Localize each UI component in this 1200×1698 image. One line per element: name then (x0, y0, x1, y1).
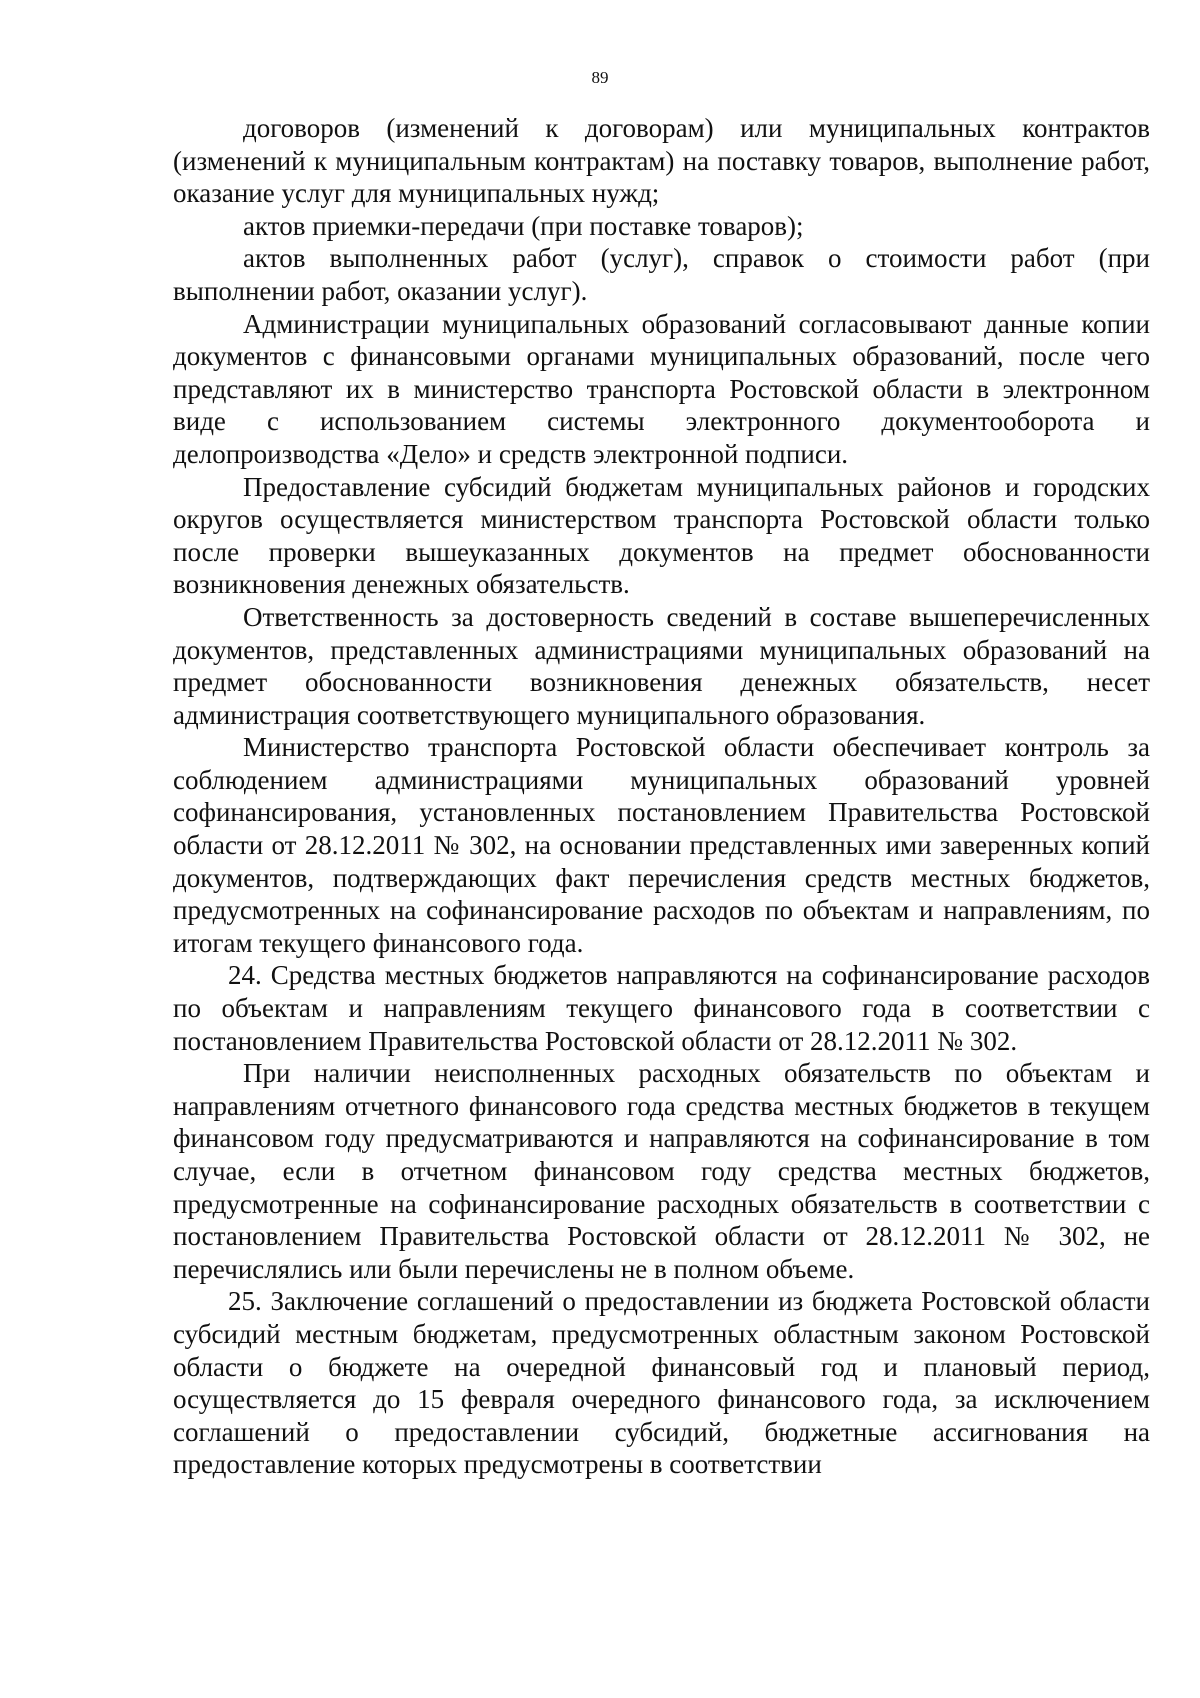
paragraph: При наличии неисполненных расходных обязательств по объектам и направлениям отчетного финансового года средства местных бюджетов в текущем финансовом году предусматриваются и направляются на софинансирование в том случае, если в отчетном финансовом году средства местных бюджетов, предусмотренные на софинансирование расходных обязательств в соответствии с постановлением Правительства Ростовской области от 28.12.2011 № 302, не перечислялись или были перечислены не в полном объеме. (173, 1058, 1150, 1284)
paragraph: актов приемки-передачи (при поставке товаров); (243, 210, 804, 241)
paragraph: договоров (изменений к договорам) или муниципальных контрактов (изменений к муниципальным контрактам) на поставку товаров, выполнение работ, оказание услуг для муниципальных нужд; (173, 113, 1150, 209)
paragraph: Предоставление субсидий бюджетам муниципальных районов и городских округов осуществляется министерством транспорта Ростовской области только после проверки вышеуказанных документов на предмет обоснованности возникновения денежных обязательств. (173, 471, 1150, 600)
numbered-paragraph-25: 25. Заключение соглашений о предоставлении из бюджета Ростовской области субсидий местным бюджетам, предусмотренных областным законом Ростовской области о бюджете на очередной финансовый год и плановый период, осуществляется до 15 февраля очередного финансового года, за исключением соглашений о предоставлении субсидий, бюджетные ассигнования на предоставление которых предусмотрены в соответствии (173, 1286, 1150, 1480)
numbered-paragraph-24: 24. Средства местных бюджетов направляются на софинансирование расходов по объектам и направлениям текущего финансового года в соответствии с постановлением Правительства Ростовской области от 28.12.2011 № 302. (173, 960, 1150, 1056)
paragraph: Ответственность за достоверность сведений в составе вышеперечисленных документов, представленных администрациями муниципальных образований на предмет обоснованности возникновения денежных обязательств, несет администрация соответствующего муниципального образования. (173, 601, 1150, 730)
document-body (173, 112, 1150, 1481)
paragraph: Министерство транспорта Ростовской области обеспечивает контроль за соблюдением администрациями муниципальных образований уровней софинансирования, установленных постановлением Правительства Ростовской области от 28.12.2011 № 302, на основании представленных ими заверенных копий документов, подтверждающих факт перечисления средств местных бюджетов, предусмотренных на софинансирование расходов по объектам и направлениям, по итогам текущего финансового года. (173, 732, 1150, 958)
page-number: 89 (591, 68, 609, 87)
paragraph: Администрации муниципальных образований согласовывают данные копии документов с финансовыми органами муниципальных образований, после чего представляют их в министерство транспорта Ростовской области в электронном виде с использованием системы электронного документооборота и делопроизводства «Дело» и средств электронной подписи. (173, 308, 1150, 469)
paragraph: актов выполненных работ (услуг), справок о стоимости работ (при выполнении работ, оказании услуг). (173, 243, 1150, 306)
